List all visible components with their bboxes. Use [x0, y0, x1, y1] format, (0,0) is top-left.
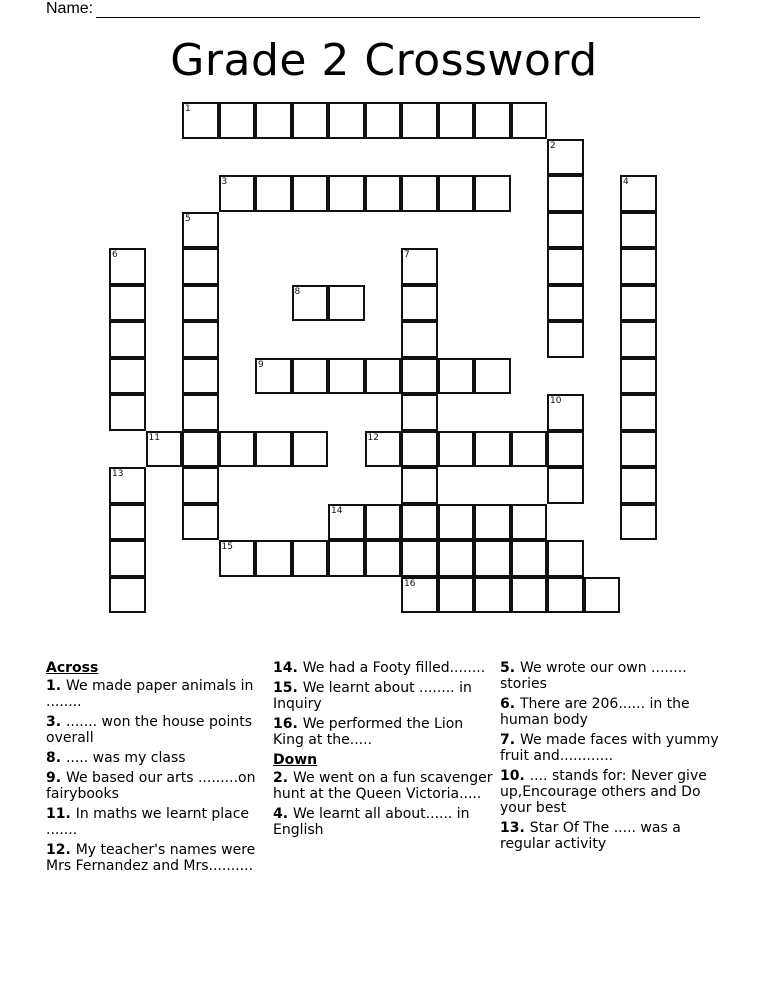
grid-cell[interactable] — [219, 102, 256, 139]
grid-cell[interactable] — [620, 467, 657, 504]
grid-cell[interactable] — [365, 358, 402, 395]
grid-cell[interactable] — [255, 358, 292, 395]
grid-cell[interactable] — [511, 431, 548, 468]
grid-cell[interactable] — [109, 467, 146, 504]
grid-cell[interactable] — [547, 175, 584, 212]
grid-cell[interactable] — [182, 321, 219, 358]
clue-across-11: 11. In maths we learnt place ....... — [46, 806, 250, 838]
grid-cell[interactable] — [438, 358, 475, 395]
grid-cell[interactable] — [620, 321, 657, 358]
clue-number: 6 — [112, 250, 118, 260]
grid-cell[interactable] — [438, 175, 475, 212]
grid-cell[interactable] — [109, 321, 146, 358]
clue-across-9: 9. We based our arts .........on fairybooks — [46, 770, 256, 802]
grid-cell[interactable] — [511, 102, 548, 139]
grid-cell[interactable] — [109, 394, 146, 431]
grid-cell[interactable] — [547, 139, 584, 176]
clue-number: 15 — [221, 542, 233, 552]
grid-cell[interactable] — [474, 540, 511, 577]
grid-cell[interactable] — [401, 504, 438, 541]
clue-down-2: 2. We went on a fun scavenger hunt at the Queen Victoria..... — [273, 770, 493, 802]
clue-across-1: 1. We made paper animals in ........ — [46, 678, 254, 710]
grid-cell[interactable] — [219, 175, 256, 212]
clue-down-4: 4. We learnt all about...... in English — [273, 806, 470, 838]
grid-cell[interactable] — [401, 248, 438, 285]
grid-cell[interactable] — [182, 212, 219, 249]
page-title: Grade 2 Crossword — [170, 35, 598, 86]
grid-cell[interactable] — [255, 175, 292, 212]
grid-cell[interactable] — [328, 504, 365, 541]
grid-cell[interactable] — [401, 358, 438, 395]
clues-column-3 — [500, 660, 725, 856]
clue-number: 2 — [550, 140, 556, 151]
clue-number: 9 — [258, 359, 264, 370]
grid-cell[interactable] — [620, 212, 657, 249]
grid-cell[interactable] — [146, 431, 183, 468]
clue-number: 4 — [623, 177, 629, 187]
grid-cell[interactable] — [474, 431, 511, 468]
clue-number: 10 — [550, 396, 562, 406]
clue-down-7: 7. We made faces with yummy fruit and............ — [500, 732, 719, 764]
grid-cell[interactable] — [620, 504, 657, 541]
clue-number: 3 — [221, 177, 228, 187]
down-heading: Down — [273, 752, 318, 768]
clue-number: 16 — [404, 578, 416, 589]
grid-cell[interactable] — [219, 431, 256, 468]
clue-across-8: 8. ..... was my class — [46, 750, 186, 766]
clue-number: 1 — [185, 104, 191, 114]
grid-cell[interactable] — [365, 504, 402, 541]
grid-cell[interactable] — [109, 577, 146, 614]
clue-down-10: 10. .... stands for: Never give up,Encourage others and Do your best — [500, 768, 707, 816]
clue-number: 8 — [294, 286, 301, 297]
grid-cell[interactable] — [182, 467, 219, 504]
grid-cell[interactable] — [255, 102, 292, 139]
clues-column-2 — [273, 660, 495, 842]
grid-cell[interactable] — [438, 540, 475, 577]
across-heading: Across — [46, 660, 99, 676]
grid-cell[interactable] — [182, 431, 219, 468]
clue-number: 5 — [185, 213, 191, 224]
grid-cell[interactable] — [474, 577, 511, 614]
grid-cell[interactable] — [292, 431, 329, 468]
grid-cell[interactable] — [474, 175, 511, 212]
clue-across-15: 15. We learnt about ........ in Inquiry — [273, 680, 472, 712]
grid-cell[interactable] — [328, 102, 365, 139]
grid-cell[interactable] — [365, 431, 402, 468]
grid-cell[interactable] — [365, 540, 402, 577]
grid-cell[interactable] — [255, 540, 292, 577]
grid-cell[interactable] — [292, 175, 329, 212]
grid-cell[interactable] — [328, 358, 365, 395]
grid-cell[interactable] — [547, 540, 584, 577]
name-label: Name: — [46, 0, 94, 17]
grid-cell[interactable] — [292, 285, 329, 322]
grid-cell[interactable] — [401, 285, 438, 322]
clue-number: 14 — [331, 505, 343, 516]
grid-cell[interactable] — [547, 212, 584, 249]
grid-cell[interactable] — [109, 358, 146, 395]
clue-down-6: 6. There are 206...... in the human body — [500, 696, 690, 728]
grid-cell[interactable] — [182, 394, 219, 431]
grid-cell[interactable] — [547, 577, 584, 614]
clue-across-14: 14. We had a Footy filled........ — [273, 660, 486, 676]
grid-cell[interactable] — [438, 577, 475, 614]
grid-cell[interactable] — [474, 504, 511, 541]
clue-down-13: 13. Star Of The ..... was a regular activity — [500, 820, 681, 852]
grid-cell[interactable] — [401, 394, 438, 431]
clue-across-16: 16. We performed the Lion King at the..... — [273, 716, 464, 748]
grid-cell[interactable] — [401, 540, 438, 577]
grid-cell[interactable] — [401, 175, 438, 212]
grid-cell[interactable] — [109, 504, 146, 541]
grid-cell[interactable] — [474, 358, 511, 395]
grid-cell[interactable] — [109, 540, 146, 577]
grid-cell[interactable] — [292, 540, 329, 577]
grid-cell[interactable] — [620, 175, 657, 212]
grid-cell[interactable] — [401, 321, 438, 358]
grid-cell[interactable] — [219, 540, 256, 577]
grid-cell[interactable] — [620, 358, 657, 395]
grid-cell[interactable] — [365, 175, 402, 212]
grid-cell[interactable] — [109, 285, 146, 322]
grid-cell[interactable] — [547, 467, 584, 504]
grid-cell[interactable] — [182, 285, 219, 322]
grid-cell[interactable] — [547, 394, 584, 431]
grid-cell[interactable] — [547, 321, 584, 358]
grid-cell[interactable] — [511, 577, 548, 614]
grid-cell[interactable] — [620, 248, 657, 285]
grid-cell[interactable] — [511, 540, 548, 577]
grid-cell[interactable] — [547, 248, 584, 285]
grid-cell[interactable] — [401, 102, 438, 139]
grid-cell[interactable] — [255, 431, 292, 468]
clue-across-3: 3. ....... won the house points overall — [46, 714, 252, 746]
clue-down-5: 5. We wrote our own ........ stories — [500, 660, 687, 692]
clue-across-12: 12. My teacher's names were Mrs Fernandez and Mrs.......... — [46, 842, 256, 874]
grid-cell[interactable] — [182, 358, 219, 395]
grid-cell[interactable] — [474, 102, 511, 139]
grid-cell[interactable] — [182, 248, 219, 285]
clues-column-1 — [46, 660, 256, 878]
grid-cell[interactable] — [328, 540, 365, 577]
grid-cell[interactable] — [365, 102, 402, 139]
clue-number: 13 — [112, 469, 124, 479]
grid-cell[interactable] — [438, 431, 475, 468]
grid-cell[interactable] — [620, 285, 657, 322]
grid-cell[interactable] — [438, 102, 475, 139]
grid-cell[interactable] — [292, 358, 329, 395]
grid-cell[interactable] — [292, 102, 329, 139]
grid-cell[interactable] — [438, 504, 475, 541]
grid-cell[interactable] — [401, 467, 438, 504]
grid-cell[interactable] — [620, 394, 657, 431]
grid-cell[interactable] — [401, 431, 438, 468]
clue-number: 11 — [148, 432, 160, 443]
grid-cell[interactable] — [401, 577, 438, 614]
grid-cell[interactable] — [328, 285, 365, 322]
grid-cell[interactable] — [182, 102, 219, 139]
grid-cell[interactable] — [584, 577, 621, 614]
grid-cell[interactable] — [182, 504, 219, 541]
clue-number: 12 — [367, 432, 379, 443]
grid-cell[interactable] — [328, 175, 365, 212]
grid-cell[interactable] — [511, 504, 548, 541]
grid-cell[interactable] — [109, 248, 146, 285]
clue-number: 7 — [404, 250, 410, 260]
grid-cell[interactable] — [547, 431, 584, 468]
grid-cell[interactable] — [620, 431, 657, 468]
grid-cell[interactable] — [547, 285, 584, 322]
